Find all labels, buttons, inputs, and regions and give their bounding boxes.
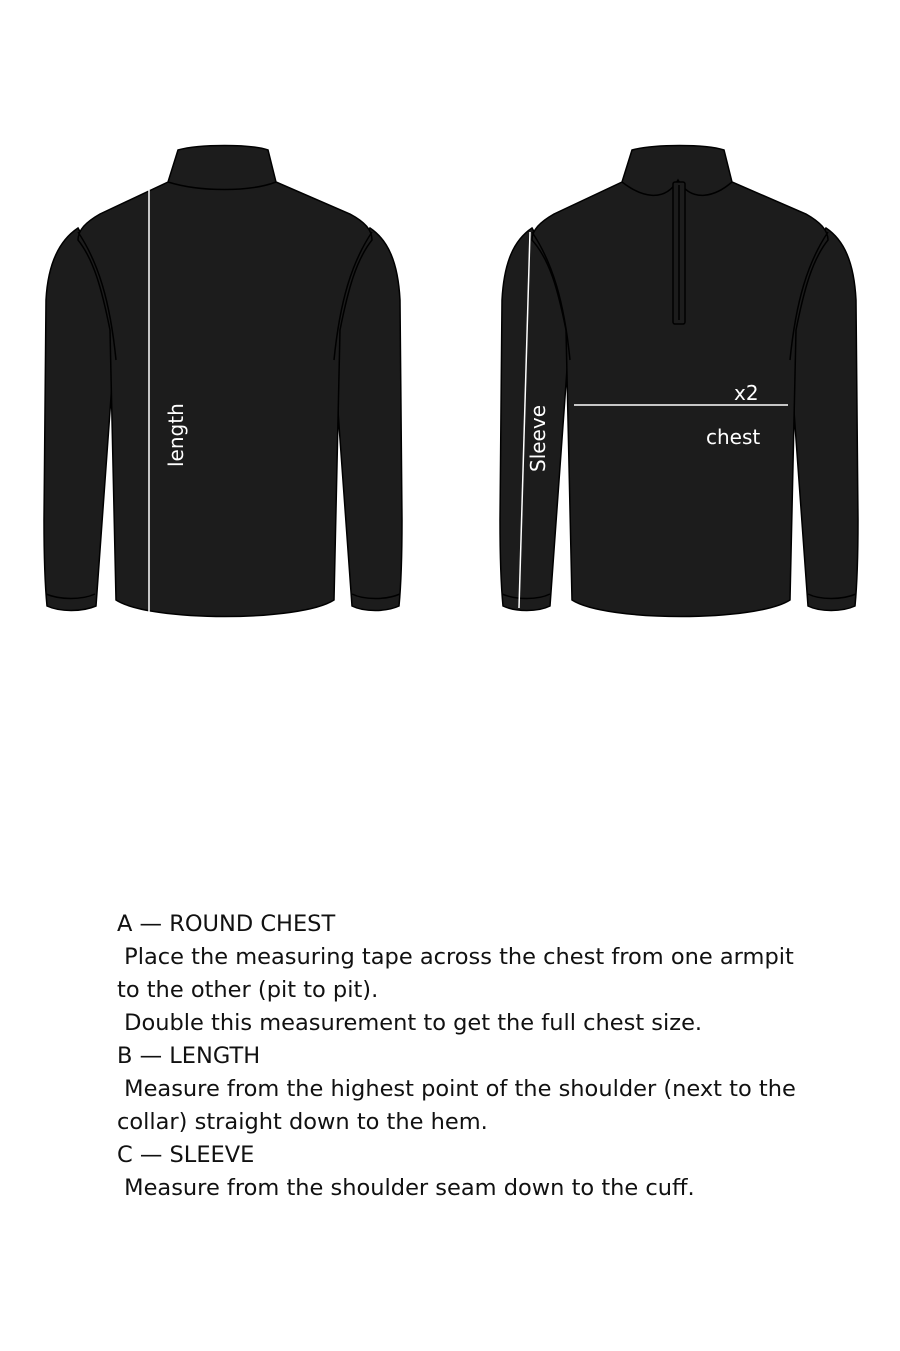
measurement-instructions — [117, 908, 803, 1205]
section-title-sleeve: C — SLEEVE — [117, 1142, 255, 1168]
section-chest-line-2: Double this measurement to get the full chest size. — [117, 1010, 703, 1036]
back-body — [78, 146, 372, 617]
sleeve-label: Sleeve — [526, 404, 550, 472]
chest-label: chest — [706, 425, 761, 449]
section-title-length: B — LENGTH — [117, 1043, 261, 1069]
section-length-line-1: Measure from the highest point of the shoulder (next to the collar) straight down to the hem. — [117, 1076, 803, 1135]
length-label: length — [164, 403, 188, 467]
section-length — [117, 1040, 803, 1139]
section-chest-line-1: Place the measuring tape across the chest from one armpit to the other (pit to pit). — [117, 944, 801, 1003]
jacket-front-view — [500, 146, 858, 617]
section-sleeve-line-1: Measure from the shoulder seam down to the cuff. — [117, 1175, 695, 1201]
chest-multiplier-label: x2 — [734, 381, 759, 405]
section-title-chest: A — ROUND CHEST — [117, 911, 336, 937]
section-sleeve — [117, 1139, 797, 1205]
jacket-back-view — [44, 146, 402, 617]
section-chest — [117, 908, 801, 1040]
